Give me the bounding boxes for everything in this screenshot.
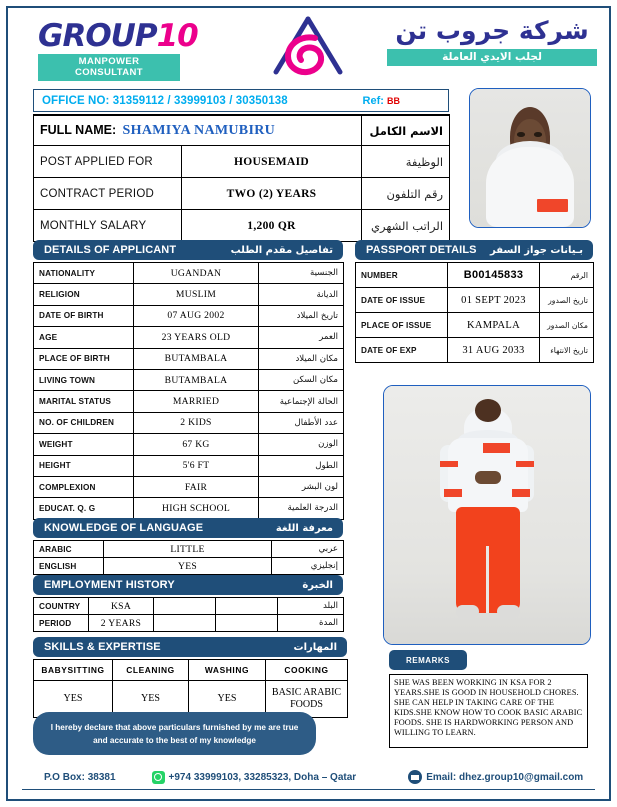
section-banner-employment xyxy=(33,575,343,595)
section-banner-language xyxy=(33,518,343,538)
employment-banner-ar: الخبرة xyxy=(302,579,333,591)
table-row xyxy=(34,615,344,632)
row-label: HEIGHT xyxy=(34,455,134,476)
logo-word-ten: 10 xyxy=(156,18,198,54)
email-icon xyxy=(408,770,422,784)
table-header-row xyxy=(34,660,348,681)
row-label: AGE xyxy=(34,327,134,348)
contract-period-arabic: رقم التلفون xyxy=(362,178,450,210)
table-row xyxy=(34,348,344,369)
row-label: RELIGION xyxy=(34,284,134,305)
photo-hijab xyxy=(486,147,575,227)
table-row xyxy=(34,434,344,455)
table-row xyxy=(34,369,344,390)
row-arabic: الجنسية xyxy=(259,263,344,284)
employment-banner-en: EMPLOYMENT HISTORY xyxy=(44,579,175,591)
photo-leg-gap xyxy=(486,546,489,613)
row-label: ENGLISH xyxy=(34,558,104,575)
table-row xyxy=(34,558,344,575)
reference-label xyxy=(363,95,400,107)
language-banner-ar: معرفة اللغة xyxy=(275,522,333,534)
row-arabic: عدد الأطفال xyxy=(259,412,344,433)
monthly-salary-arabic: الراتب الشهري xyxy=(362,210,450,242)
monthly-salary-label: MONTHLY SALARY xyxy=(34,210,182,242)
logo-word-group: GROUP xyxy=(38,18,157,54)
table-row xyxy=(34,263,344,284)
photo-eye-right xyxy=(534,132,542,137)
row-value: 2 KIDS xyxy=(134,412,259,433)
table-row xyxy=(356,338,594,363)
row-label: NATIONALITY xyxy=(34,263,134,284)
post-applied-label: POST APPLIED FOR xyxy=(34,146,182,178)
row-label: DATE OF ISSUE xyxy=(356,288,448,313)
row-value-1: 2 YEARS xyxy=(89,615,154,632)
row-value: BUTAMBALA xyxy=(134,369,259,390)
row-value: 23 YEARS OLD xyxy=(134,327,259,348)
table-row xyxy=(34,541,344,558)
row-arabic: مكان السكن xyxy=(259,369,344,390)
language-table xyxy=(33,540,344,575)
row-value-1: KSA xyxy=(89,598,154,615)
row-label: PERIOD xyxy=(34,615,89,632)
ref-value: BB xyxy=(387,95,400,106)
skill-header: COOKING xyxy=(266,660,348,681)
passport-details-table xyxy=(355,262,594,363)
row-arabic: الديانة xyxy=(259,284,344,305)
photo-pocket-stripe xyxy=(483,443,510,453)
skills-expertise-table xyxy=(33,659,348,718)
row-arabic: تاريخ الصدور xyxy=(540,288,594,313)
company-logo xyxy=(38,20,198,81)
row-arabic: الحالة الإجتماعية xyxy=(259,391,344,412)
skills-banner-ar: المهارات xyxy=(293,641,337,653)
row-value: KAMPALA xyxy=(448,313,540,338)
row-value: UGANDAN xyxy=(134,263,259,284)
declaration-banner: I hereby declare that above particulars furnished by me are true and accurate to the best of my knowledge xyxy=(33,712,316,755)
table-row xyxy=(34,455,344,476)
photo-shoe-right xyxy=(497,605,520,618)
footer-phone xyxy=(152,771,357,784)
office-number-bar xyxy=(33,89,449,112)
table-row xyxy=(34,284,344,305)
full-name-cell xyxy=(34,115,362,146)
row-label: DATE OF EXP xyxy=(356,338,448,363)
row-arabic: تاريخ الميلاد xyxy=(259,305,344,326)
footer-phone-text: +974 33999103, 33285323, Doha – Qatar xyxy=(168,771,357,783)
remarks-banner: REMARKS xyxy=(389,650,467,670)
row-value: MARRIED xyxy=(134,391,259,412)
row-arabic: لون البشر xyxy=(259,476,344,497)
section-banner-passport xyxy=(355,240,593,260)
whatsapp-icon xyxy=(152,771,165,784)
row-value: HIGH SCHOOL xyxy=(134,498,259,519)
full-name-arabic: الاسم الكامل xyxy=(362,115,450,146)
skill-header: CLEANING xyxy=(113,660,189,681)
footer-pobox: P.O Box: 38381 xyxy=(44,771,116,783)
language-banner-en: KNOWLEDGE OF LANGUAGE xyxy=(44,522,204,534)
row-arabic: الدرجة العلمية xyxy=(259,498,344,519)
table-row xyxy=(34,412,344,433)
row-value: 31 AUG 2033 xyxy=(448,338,540,363)
row-arabic: العمر xyxy=(259,327,344,348)
row-arabic: مكان الصدور xyxy=(540,313,594,338)
arabic-company-name: شركة جروب تن xyxy=(395,16,589,45)
row-label: NO. OF CHILDREN xyxy=(34,412,134,433)
row-label: PLACE OF ISSUE xyxy=(356,313,448,338)
table-row xyxy=(356,263,594,288)
arabic-tagline: لجلب الايدي العاملة xyxy=(387,49,597,66)
row-value: 67 KG xyxy=(134,434,259,455)
ref-text: Ref: xyxy=(362,94,384,107)
passport-banner-ar: بـيانات جواز السفر xyxy=(490,244,583,256)
table-row xyxy=(34,178,450,210)
row-arabic: إنجليزي xyxy=(272,558,344,575)
section-banner-applicant xyxy=(33,240,343,260)
table-row xyxy=(34,598,344,615)
full-name-label: FULL NAME: xyxy=(40,122,117,137)
footer-divider xyxy=(22,789,595,790)
monthly-salary-value: 1,200 QR xyxy=(182,210,362,242)
row-label: COMPLEXION xyxy=(34,476,134,497)
row-arabic: الوزن xyxy=(259,434,344,455)
droplet-spiral-logo-icon xyxy=(268,16,348,78)
full-body-photo xyxy=(383,385,591,645)
row-value: 07 AUG 2002 xyxy=(134,305,259,326)
skill-value: BASIC ARABIC FOODS xyxy=(266,681,348,718)
remarks-text: SHE WAS BEEN WORKING IN KSA FOR 2 YEARS.SHE IS GOOD IN HOUSEHOLD CHORES. SHE CAN HELP IN TAKING CARE OF THE KIDS.SHE KNOW HOW TO COOK BASIC ARABIC FOODS. SHE IS HARDWORKING PERSON AND WILLING TO LEARN. xyxy=(389,674,588,748)
skill-value: YES xyxy=(34,681,113,718)
row-label: ARABIC xyxy=(34,541,104,558)
row-arabic: الطول xyxy=(259,455,344,476)
table-row xyxy=(356,288,594,313)
row-value: FAIR xyxy=(134,476,259,497)
row-value-2 xyxy=(154,598,216,615)
table-row xyxy=(34,327,344,348)
row-label: DATE OF BIRTH xyxy=(34,305,134,326)
photo-sleeve-stripe-right xyxy=(516,461,535,467)
row-label: MARITAL STATUS xyxy=(34,391,134,412)
photo-hands xyxy=(475,471,502,484)
row-arabic: تاريخ الانتهاء xyxy=(540,338,594,363)
table-row-full-name xyxy=(34,115,450,146)
applicant-details-table xyxy=(33,262,344,520)
row-arabic: مكان الميلاد xyxy=(259,348,344,369)
photo-shoe-left xyxy=(456,605,479,618)
full-name-value: SHAMIYA NAMUBIRU xyxy=(122,122,276,138)
photo-sleeve-stripe-left xyxy=(440,461,459,467)
row-value: 01 SEPT 2023 xyxy=(448,288,540,313)
skill-header: BABYSITTING xyxy=(34,660,113,681)
row-value-3 xyxy=(216,598,278,615)
logo-subtitle: MANPOWER CONSULTANT xyxy=(38,54,180,81)
photo-hip-stripe-right xyxy=(512,489,531,497)
row-value: 5'6 FT xyxy=(134,455,259,476)
row-label: COUNTRY xyxy=(34,598,89,615)
photo-eye-left xyxy=(517,132,525,137)
row-value-3 xyxy=(216,615,278,632)
section-banner-skills xyxy=(33,637,347,657)
row-arabic: البلد xyxy=(278,598,344,615)
post-applied-value: HOUSEMAID xyxy=(182,146,362,178)
row-arabic: المدة xyxy=(278,615,344,632)
primary-info-table xyxy=(33,114,450,242)
passport-photo xyxy=(469,88,591,228)
logo-wordmark xyxy=(38,20,198,52)
post-applied-arabic: الوظيفة xyxy=(362,146,450,178)
row-value: LITTLE xyxy=(104,541,272,558)
row-value-2 xyxy=(154,615,216,632)
table-row xyxy=(34,210,450,242)
table-row xyxy=(34,391,344,412)
skills-banner-en: SKILLS & EXPERTISE xyxy=(44,641,161,653)
row-label: PLACE OF BIRTH xyxy=(34,348,134,369)
table-row xyxy=(34,146,450,178)
table-row xyxy=(34,498,344,519)
document-header xyxy=(18,14,599,84)
table-row xyxy=(356,313,594,338)
table-row xyxy=(34,305,344,326)
photo-hip-stripe-left xyxy=(444,489,463,497)
row-label: NUMBER xyxy=(356,263,448,288)
row-value: YES xyxy=(104,558,272,575)
row-arabic: عربي xyxy=(272,541,344,558)
office-number-label: OFFICE NO: 31359112 / 33999103 / 30350138 xyxy=(42,94,288,107)
contract-period-label: CONTRACT PERIOD xyxy=(34,178,182,210)
passport-banner-en: PASSPORT DETAILS xyxy=(366,244,477,256)
document-footer xyxy=(22,766,595,788)
row-arabic: الرقم xyxy=(540,263,594,288)
row-value: MUSLIM xyxy=(134,284,259,305)
row-value: BUTAMBALA xyxy=(134,348,259,369)
footer-email[interactable] xyxy=(408,770,583,784)
arabic-company-block xyxy=(387,16,597,66)
row-label: WEIGHT xyxy=(34,434,134,455)
table-row xyxy=(34,476,344,497)
applicant-banner-en: DETAILS OF APPLICANT xyxy=(44,244,177,256)
employment-history-table xyxy=(33,597,344,632)
skill-header: WASHING xyxy=(189,660,266,681)
contract-period-value: TWO (2) YEARS xyxy=(182,178,362,210)
skill-value: YES xyxy=(113,681,189,718)
row-label: EDUCAT. Q. G xyxy=(34,498,134,519)
photo-uniform-badge xyxy=(537,199,568,211)
row-label: LIVING TOWN xyxy=(34,369,134,390)
row-value: B00145833 xyxy=(448,263,540,288)
footer-email-text: Email: dhez.group10@gmail.com xyxy=(426,771,584,783)
skill-value: YES xyxy=(189,681,266,718)
applicant-banner-ar: تفاصيل مقدم الطلب xyxy=(230,244,333,256)
